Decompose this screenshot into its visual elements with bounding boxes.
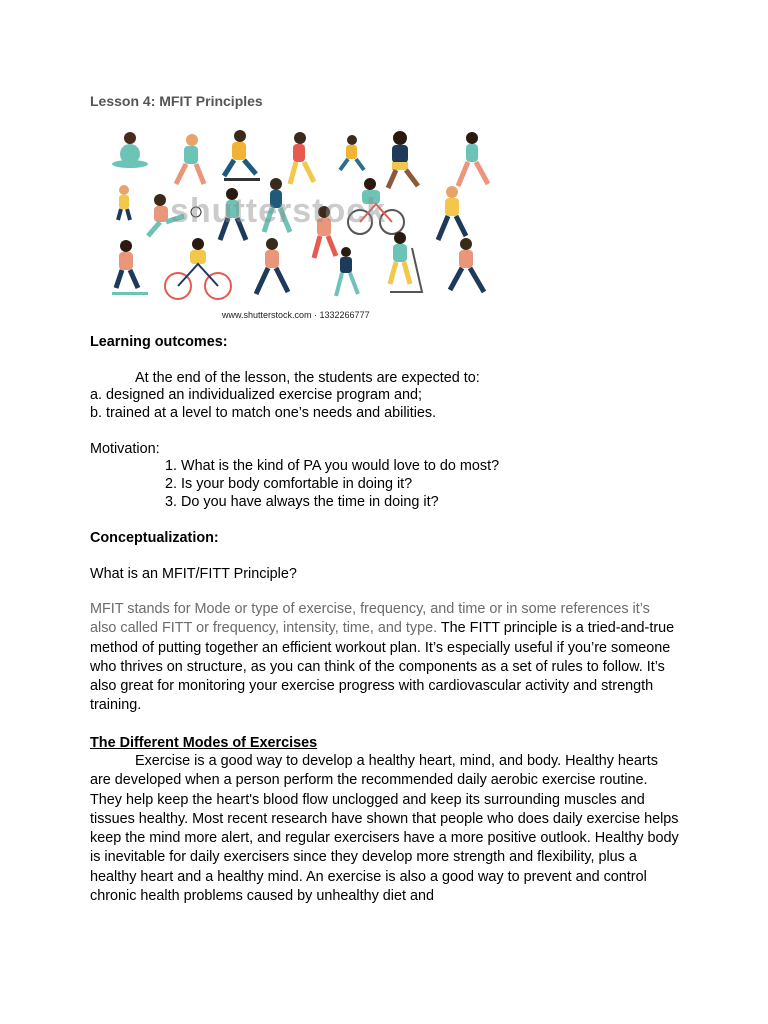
lesson-title: Lesson 4: MFIT Principles	[90, 93, 263, 109]
learning-outcomes-heading: Learning outcomes:	[90, 334, 228, 350]
runner-woman-icon	[458, 132, 488, 186]
meditating-person-icon	[112, 132, 148, 168]
mfit-definition-text: MFIT stands for Mode or type of exercise, frequency, and time or in some references it’s also called FITT or frequency, intensity, time, and type.	[90, 601, 650, 637]
bicycle-rider-icon	[165, 238, 231, 299]
scooter-rider-icon	[390, 232, 422, 292]
motivation-item: 1. What is the kind of PA you would love to do most?	[181, 457, 499, 475]
fitt-description-text: The FITT principle is a tried-and-true method of putting together an efficient workout plan. It’s especially useful if you’re someone who thrives on structure, as you can think of the components as a set of rules to follow. It’s also great for monitoring your exercise progress with cardiovascular activity and strength training.	[90, 620, 675, 714]
conceptualization-question: What is an MFIT/FITT Principle?	[90, 566, 297, 582]
image-credit: www.shutterstock.com · 1332266777	[222, 310, 370, 320]
runner-orange-icon	[256, 238, 288, 294]
runner-icon	[340, 135, 364, 170]
modes-heading: The Different Modes of Exercises	[90, 735, 318, 751]
runner-yellow-icon	[438, 186, 466, 240]
motivation-heading: Motivation:	[90, 441, 160, 457]
motivation-item: 3. Do you have always the time in doing it?	[181, 493, 499, 511]
learning-outcome-a: a. designed an individualized exercise program and;	[90, 387, 422, 403]
learning-outcome-b: b. trained at a level to match one’s needs and abilities.	[90, 405, 437, 421]
dancing-person-icon	[176, 134, 204, 184]
modes-paragraph: Exercise is a good way to develop a healthy heart, mind, and body. Healthy hearts are developed when a person perform the recommended daily aerobic exercise routine. They help keep the heart's blood flow unclogged and keep its surrounding muscles and tissues healthy. Most recent research have shown that people who does daily exercise helps keep the mind more alert, and regular exercisers have a more positive outlook. Healthy body is inevitable for daily exercisers since they develop more strength and flexibility, plus a healthy heart and a healthy mind. An exercise is also a good way to prevent and control chronic health problems caused by unhealthy diet and	[90, 753, 679, 905]
mfit-paragraph	[90, 600, 680, 716]
learning-outcomes-intro: At the end of the lesson, the students are expected to:	[135, 370, 480, 386]
conceptualization-heading: Conceptualization:	[90, 530, 219, 546]
motivation-list	[135, 457, 499, 511]
watermark-text: shutterstock	[170, 192, 387, 230]
sprinter-icon	[388, 131, 418, 188]
motivation-item: 2. Is your body comfortable in doing it?	[181, 475, 499, 493]
jogger-icon	[290, 132, 314, 184]
skateboarder-icon	[224, 130, 260, 181]
child-icon	[118, 185, 130, 220]
runner-man-icon	[450, 238, 484, 292]
running-boy-icon	[336, 247, 358, 296]
skateboard-woman-icon	[112, 240, 148, 295]
